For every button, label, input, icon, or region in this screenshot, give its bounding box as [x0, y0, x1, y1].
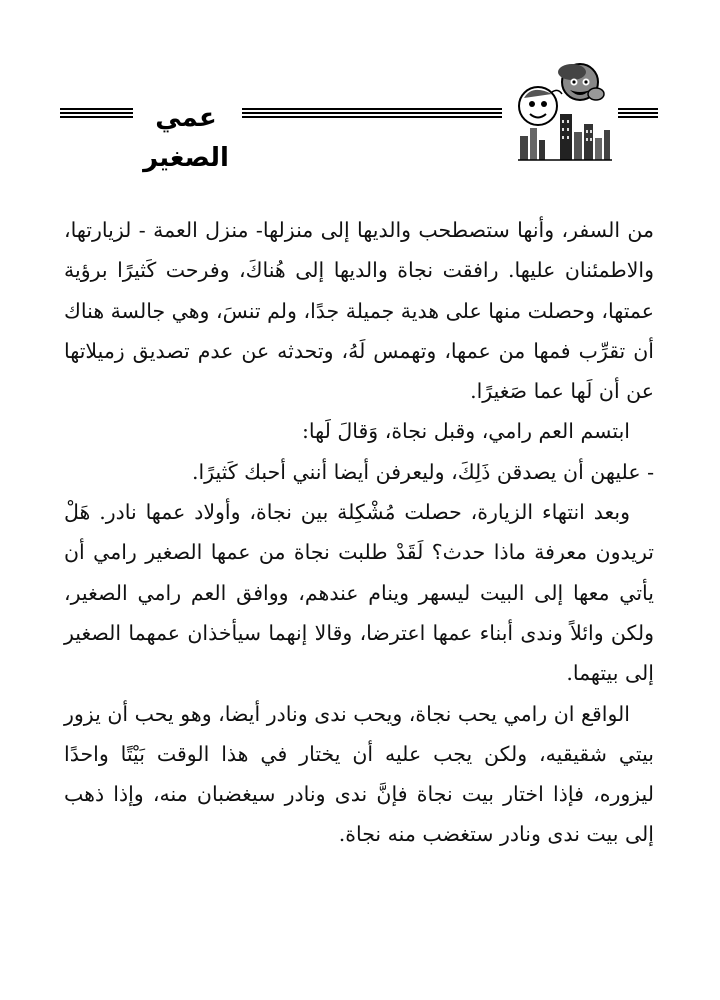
uncle-cityscape-illustration	[508, 58, 614, 163]
chapter-header	[0, 58, 720, 173]
story-paragraph: وبعد انتهاء الزيارة، حصلت مُشْكِلة بين نجاة، وأولاد عمها نادر. هَلْ تريدون معرفة ماذا حدث؟ لَقَدْ طلبت نجاة من عمها الصغير رامي أن يأتي معها إلى البيت ليسهر وينام عندهم، ووافق العم رامي الصغير، ولكن وائلاً وندى أبناء عمها اعترضا، وقالا إنهما سيأخذان عمهما الصغير إلى بيتهما.	[64, 500, 654, 686]
chapter-title: عمي الصغير	[143, 103, 229, 173]
header-rule-middle	[242, 108, 502, 122]
header-rule-right	[618, 108, 658, 122]
story-body	[64, 210, 654, 855]
story-paragraph: ابتسم العم رامي، وقبل نجاة، وَقالَ لَها:	[301, 419, 630, 444]
header-rule-left	[60, 108, 133, 122]
story-dialogue: - عليهن أن يصدقن ذَلِكَ، وليعرفن أيضا أنني أحبك كَثيرًا.	[191, 459, 654, 484]
story-paragraph: من السفر، وأنها ستصطحب والديها إلى منزلها- منزل العمة - لزيارتها، والاطمئنان عليها. رافقت نجاة والديها إلى هُناكَ، وفرحت كَثيرًا برؤية عمتها، وحصلت منها على هدية جميلة جدًا، ولم تنسَ، وهي جالسة هناك أن تقرِّب فمها من عمها، وتهمس لَهُ، وتحدثه عن عدم تصديق زميلاتها عن أن لَها عما صَغيرًا.	[64, 218, 654, 404]
story-paragraph: الواقع ان رامي يحب نجاة، ويحب ندى ونادر أيضا، وهو يحب أن يزور بيتي شقيقيه، ولكن يجب عليه أن يختار في هذا الوقت بَيْتًا واحدًا ليزوره، فإذا اختار بيت نجاة فإنَّ ندى ونادر سيغضبان منه، وإذا ذهب إلى بيت ندى ونادر ستغضب منه نجاة.	[64, 701, 654, 847]
